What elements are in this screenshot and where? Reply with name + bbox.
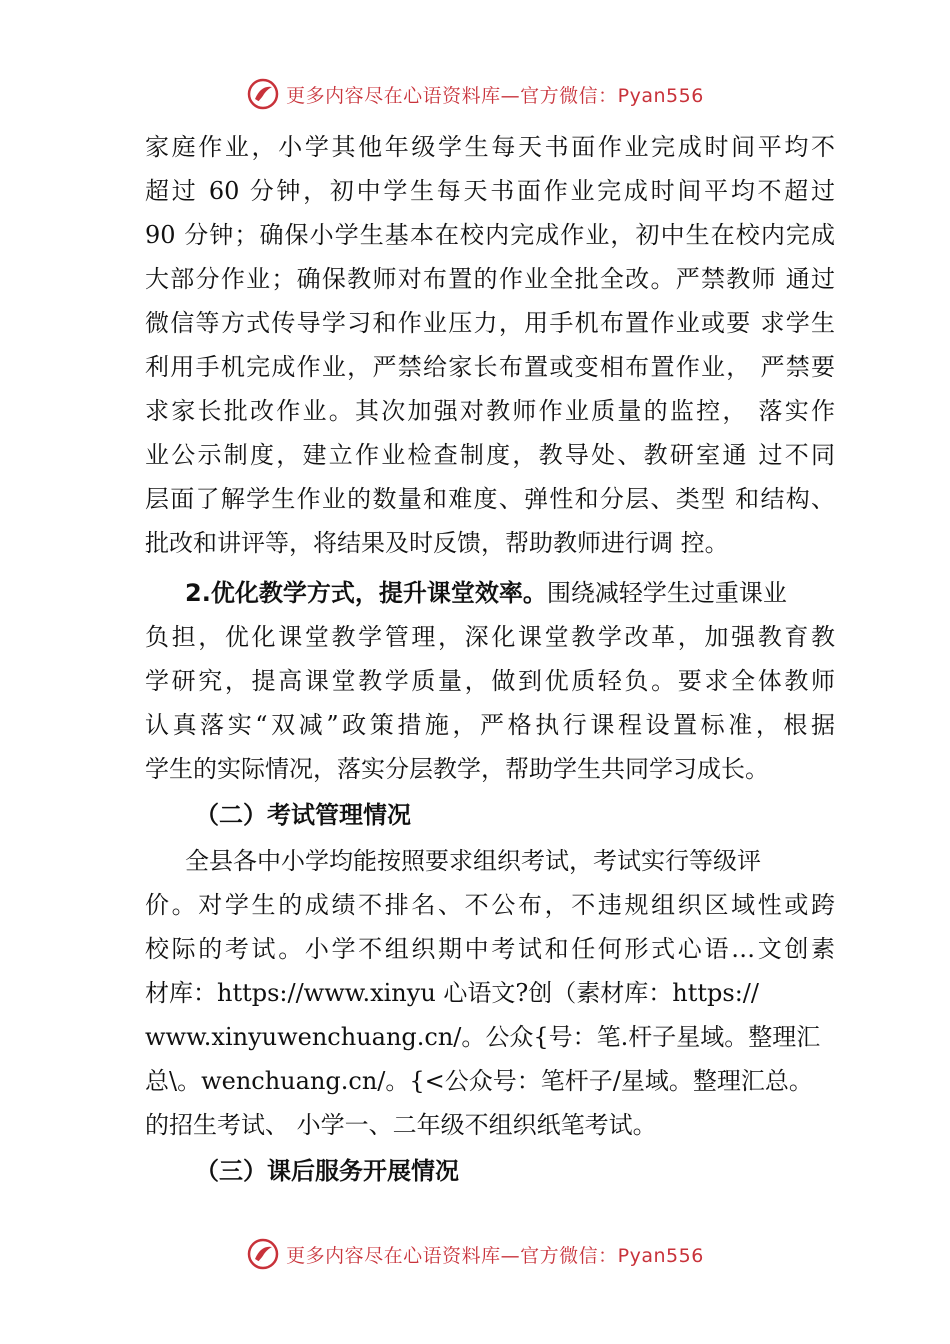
paragraph-exam xyxy=(145,839,835,1147)
text-line: 求家长批改作业。其次加强对教师作业质量的监控， 落实作 xyxy=(145,397,835,425)
text-line: 大部分作业；确保教师对布置的作业全批全改。严禁教师 通过 xyxy=(145,265,835,293)
watermark-text: 更多内容尽在心语资料库—官方微信：Pyan556 xyxy=(286,1244,704,1267)
text-line: 超过 60 分钟，初中学生每天书面作业完成时间平均不超过 xyxy=(145,177,835,205)
watermark-text: 更多内容尽在心语资料库—官方微信：Pyan556 xyxy=(286,84,704,107)
paragraph-homework xyxy=(145,125,835,565)
text-line: 批改和讲评等，将结果及时反馈，帮助教师进行调 控。 xyxy=(145,529,729,557)
text-line: 总\。wenchuang.cn/。{<公众号：笔杆子/星域。整理汇总。 xyxy=(145,1067,813,1095)
text-line: 全县各中小学均能按照要求组织考试，考试实行等级评 xyxy=(185,847,761,875)
text-line xyxy=(145,571,835,615)
watermark-banner-bottom xyxy=(0,1232,950,1276)
text-line: 家庭作业，小学其他年级学生每天书面作业完成时间平均不 xyxy=(145,133,835,161)
paragraph-teaching xyxy=(145,571,835,791)
section-heading-afterschool: （三）课后服务开展情况 xyxy=(195,1157,459,1185)
text-line: 价。对学生的成绩不排名、不公布，不违规组织区域性或跨 xyxy=(145,891,835,919)
text-line: 利用手机完成作业，严禁给家长布置或变相布置作业， 严禁要 xyxy=(145,353,835,381)
text-line: 材库：https://www.xinyu 心语文?创（素材库：https:// xyxy=(145,979,759,1007)
text-line: 校际的考试。小学不组织期中考试和任何形式心语…文创素 xyxy=(145,935,835,963)
text-line: 的招生考试、 小学一、二年级不组织纸笔考试。 xyxy=(145,1111,657,1139)
text-line: 学研究，提高课堂教学质量，做到优质轻负。要求全体教师 xyxy=(145,667,835,695)
text-line: 业公示制度，建立作业检查制度，教导处、教研室通 过不同 xyxy=(145,441,835,469)
document-body xyxy=(145,125,835,1195)
text-line: www.xinyuwenchuang.cn/。公众{号：笔.杆子星域。整理汇 xyxy=(145,1023,821,1051)
text-line: 层面了解学生作业的数量和难度、弹性和分层、类型 和结构、 xyxy=(145,485,835,513)
logo-icon xyxy=(246,77,280,111)
logo-icon xyxy=(246,1237,280,1271)
text-line: 负担，优化课堂教学管理，深化课堂教学改革，加强教育教 xyxy=(145,623,835,651)
lead-rest: 围绕减轻学生过重课业 xyxy=(546,579,787,607)
watermark-banner-top xyxy=(0,72,950,116)
section-heading-exam: （二）考试管理情况 xyxy=(195,801,411,829)
text-line: 认真落实“双减”政策措施，严格执行课程设置标准，根据 xyxy=(145,711,835,739)
bold-lead: 2.优化教学方式，提升课堂效率。 xyxy=(185,579,547,607)
text-line: 微信等方式传导学习和作业压力，用手机布置作业或要 求学生 xyxy=(145,309,835,337)
text-line: 90 分钟；确保小学生基本在校内完成作业，初中生在校内完成 xyxy=(145,221,835,249)
text-line: 学生的实际情况，落实分层教学，帮助学生共同学习成长。 xyxy=(145,755,769,783)
